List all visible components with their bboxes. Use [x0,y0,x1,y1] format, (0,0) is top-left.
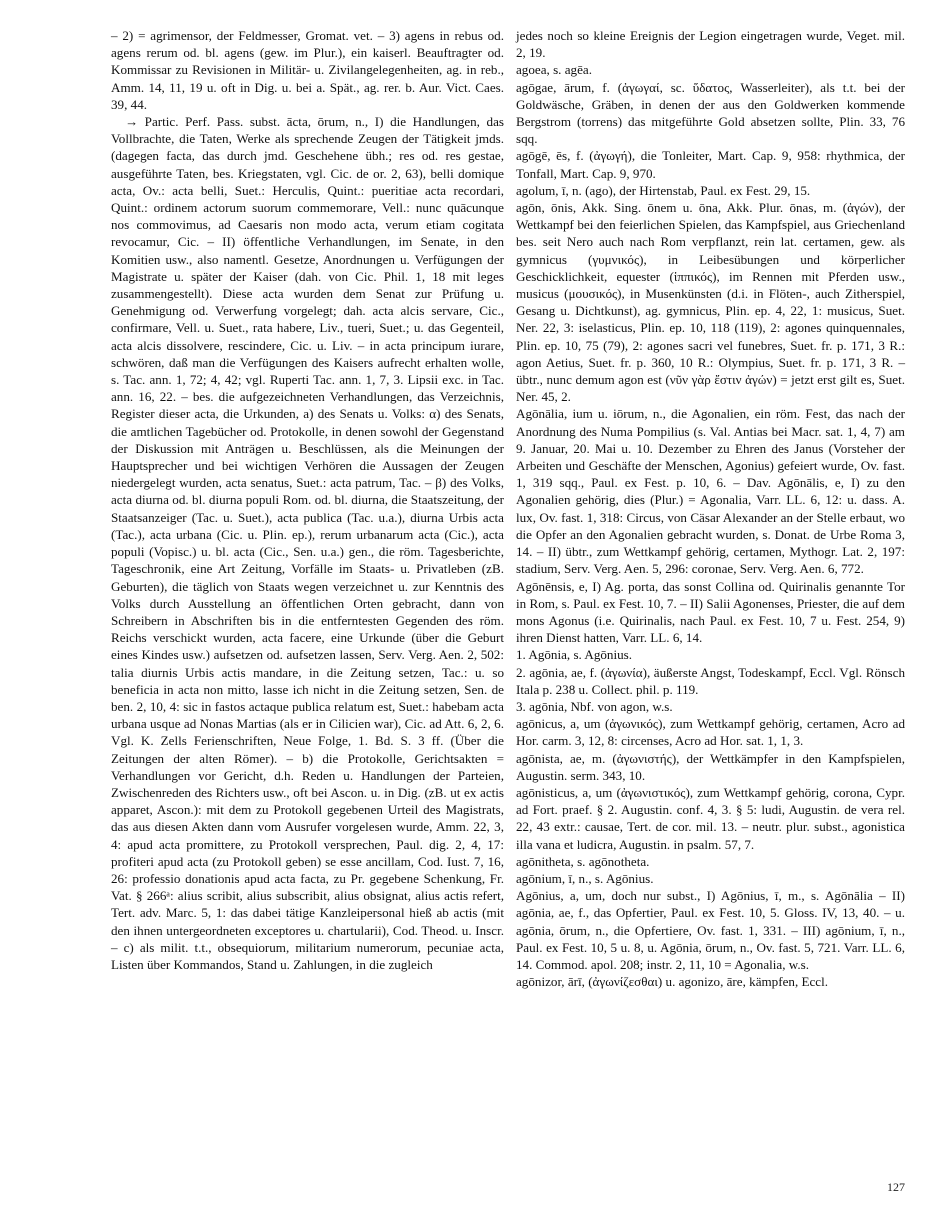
entry-agonius: Agōnius, a, um, doch nur subst., I) Agōnius, ī, m., s. Agōnālia – II) agōnia, ae, f., das Opfertier, Paul. ex Fest. 10, 5. Gloss. IV, 13, 40. – u. agōnia, ōrum, n., die Opfertiere, Ov. fast. 1, 331. – III) agōnium, ī, n., Paul. ex Fest. 10, 5 u. 8, u. Agōnia, ōrum, n., Ov. fast. 5, 721. Varr. LL. 6, 14. Commod. apol. 208; instr. 2, 11, 10 = Agonalia, w.s. [516,888,905,972]
entry-agonia-2: 2. agōnia, ae, f. (ἀγωνία), äußerste Angst, Todeskampf, Eccl. Vgl. Rönsch Itala p. 238 u. Collect. phil. p. 119. [516,664,905,697]
entry-continuation: jedes noch so kleine Ereignis der Legion eingetragen wurde, Veget. mil. 2, 19. [516,28,905,61]
entry-agoea: agoea, s. agēa. [516,62,592,78]
entry-agon: agōn, ōnis, Akk. Sing. ōnem u. ōna, Akk. Plur. ōnas, m. (ἀγών), der Wettkampf bei den feierlichen Spielen, das Kampfspiel, aus Griechenland bes. seit Nero auch nach Rom verpflanzt, rein lat. certamen, gew. als gymnicus (γυμνικός), in Leibesübungen und körperlicher Geschicklichkeit, equester (ἱππικός), im Rennen mit Pferden usw., musicus (μουσικός), in Musenkünsten (d.i. in Flöten-, auch Zitherspiel, Gesang u. Dichtkunst), ag. gymnicus, Plin. ep. 4, 22, 1: musicus, Suet. Ner. 22, 3: iselasticus, Plin. ep. 10, 118 (119), 2: agones quinquennales, Plin. ep. 10, 75 (79), 2: agones sacri vel funebres, Suet. fr. p. 171, 3 R.: agon Aetius, Suet. fr. p. 360, 10 R.: Olympius, Suet. fr. p. 171, 3 R. – übtr., nunc demum agon est (νῦν γὰρ ἔστιν ἀγών) = jetzt erst gilt es, Suet. Ner. 45, 2. [516,200,905,405]
entry-agoge: agōgē, ēs, f. (ἀγωγή), die Tonleiter, Mart. Cap. 9, 958: rhythmica, der Tonfall, Mart. Cap. 9, 970. [516,148,905,181]
left-column [111,27,504,973]
entry-agonitheta: agōnitheta, s. agōnotheta. [516,853,650,869]
entry-agonia-3: 3. agōnia, Nbf. von agon, w.s. [516,698,673,714]
entry-agonista: agōnista, ae, m. (ἀγωνιστής), der Wettkämpfer in den Kampfspielen, Augustin. serm. 343, 10. [516,750,905,783]
right-column [516,27,905,990]
entry-agonisticus: agōnisticus, a, um (ἀγωνιστικός), zum Wettkampf gehörig, corona, Cypr. ad Fort. praef. § 2. Augustin. conf. 4, 3. § 5: ludi, Augustin. de vera rel. 22, 43 extr.: causae, Tert. de cor. mil. 13. – neutr. plur. subst., agonistica illa vana et ludicra, Augustin. in psalm. 57, 7. [516,784,905,852]
entry-agonicus: agōnicus, a, um (ἀγωνικός), zum Wettkampf gehörig, certamen, Acro ad Hor. carm. 3, 12, 8: circenses, Acro ad Hor. sat. 1, 1, 3. [516,716,905,749]
entry-agogae: agōgae, ārum, f. (ἀγωγαί, sc. ὕδατος, Wasserleiter), als t.t. bei der Goldwäsche, Gräben, in denen der aus den Goldwerken kommende Bergstrom (torrens) das mitgeführte Gold absetzen sollte, Plin. 33, 76 sqq. [516,79,905,147]
entry-agonium: agōnium, ī, n., s. Agōnius. [516,870,654,886]
entry-agonensis: Agōnēnsis, e, I) Ag. porta, das sonst Collina od. Quirinalis genannte Tor in Rom, s. Paul. ex Fest. 10, 7. – II) Salii Agonenses, Priester, die auf dem mons Agonus (i.e. Quirinalis, nach Paul. ex Fest. 10, 7 u. Fest. 254, 9) ihren Dienst hatten, Varr. LL. 6, 14. [516,578,905,646]
entry-paragraph: → Partic. Perf. Pass. subst. ācta, ōrum, n., I) die Handlungen, das Vollbrachte, die Taten, Werke als sprechende Zeugen der Tätigkeit jmds. (dagegen facta, das durch jmd. Geschehene übh.; res od. res gestae, ausgeführte Taten, bes. Kriegstaten, vgl. Cic. de or. 2, 63), belli domique acta, Ov.: acta belli, Suet.: Herculis, Quint.: pueritiae acta recordari, Quint.: ordinem actorum suorum commemorare, Vell.: nunc quācunque nos commovimus, ad Caesaris non modo acta, verum etiam cogitata revocamur, Cic. – II) öffentliche Verhandlungen, im Senate, in den Komitien usw., also namentl. Gesetze, Anordnungen u. Verfügungen der Magistrate u. später der Kaiser (dah. von Cic. Phil. 1, 18 mit leges zusammengestellt). Diese acta wurden dem Senat zur Prüfung u. Genehmigung od. Verwerfung vorgelegt; dah. acta alcis servare, Cic., confirmare, Vell. u. Suet., rata habere, Liv., tueri, Suet.; u. das Gegenteil, acta alcis dissolvere, rescindere, Cic. u. Liv. – in acta principum iurare, schwören, daß man die Verfügungen des Kaisers aufrecht erhalten wolle, s. Tac. ann. 1, 72; 4, 42; vgl. Ruperti Tac. ann. 1, 7, 3. Lipsii exc. in Tac. ann. 16, 22. – bes. die aufgezeichneten Verhandlungen, das Verzeichnis, Register dieser acta, die Urkunden, a) des Senats u. Volks: α) des Senats, die amtlichen Tagebücher od. Protokolle, in denen sowohl der Gegenstand der Diskussion mit Anträgen u. Beschlüssen, als die Meinungen der Hauptsprecher und bei wichtigen Verhören die Aussagen der Zeugen niedergelegt wurden, acta senatus, Suet.: acta patrum, Tac. – β) des Volks, acta diurna od. bl. diurna populi Rom. od. bl. diurna, die Staatszeitung, der Staatsanzeiger (Tac. u. Suet.), acta publica (Tac. u.a.), diurna Urbis acta (Tac.), acta urbana (Cic. u. Plin. ep.), rerum urbanarum acta (Cic.), acta populi (Vopisc.) u. bl. acta (Cic., Sen. u.a.) gen., die röm. Tagesberichte, Tageschronik, eine Art Zeitung, Vorfälle im Staats- u. Privatleben (zB. Geburten), die täglich von Staats wegen verzeichnet u. zur Kenntnis des Volks durch Ausstellung an öffentlichen Orten gebracht, dann von Schreibern in Abschriften bis in die entferntesten Gegenden des röm. Reichs verschickt wurden, acta facere, eine Urkunde (über die Geburt eines Kindes usw.) aufsetzen od. aufsetzen lassen, Serv. Verg. Aen. 2, 502: talia diurnis Urbis actis mandare, in die Zeitung setzen, Tac.: u. so beneficia in acta non mitto, lasse ich nicht in die Zeitung setzen, Sen. de ben. 2, 10, 4: sic in fastos actaque publica relatum est, Suet.: habebam acta urbana usque ad Nonas Martias (als er in Cilicien war), Cic. ad Att. 6, 2, 6. Vgl. K. Zells Ferienschriften, Neue Folge, 1. Bd. S. 3 ff. (Über die Zeitungen der alten Römer). – b) die Protokolle, Gerichtsakten = Verhandlungen vor Gericht, d.h. Reden u. Handlungen der Parteien, Zwischenreden des Richters usw., oft bei Ascon. u. in Dig. (zB. ut ex actis apparet, Ascon.): mit dem zu Protokoll gegebenen Urteil des Magistrats, das aus diesen Akten dann vom Ausrufer vorgelesen wurde, Amm. 22, 3, 4: apud acta promittere, zu Protokoll versprechen, Paul. dig. 2, 4, 17: profiteri apud acta (zu Protokoll geben) se esse ancillam, Cod. Iust. 7, 16, 26: professio donationis apud acta facta, zu Pr. gegebene Schenkung, Fr. Vat. § 266ᵃ: alius scribit, alius subscribit, alius obsignat, alius actis refert, Tert. adv. Marc. 5, 1: das dabei tätige Kanzleipersonal hieß ab actis (mit den ihnen untergeordneten exceptores u. chartularii), Cod. Theod. u. Inscr. – c) als milit. t.t., obsequiorum, militarium numerorum, pecuniae acta, Listen über Kommandos, Stand u. Zahlungen, in die zugleich [111,114,504,972]
entry-agonia-1: 1. Agōnia, s. Agōnius. [516,647,633,663]
entry-agolum: agolum, ī, n. (ago), der Hirtenstab, Paul. ex Fest. 29, 15. [516,182,811,198]
entry-paragraph: – 2) = agrimensor, der Feldmesser, Gromat. vet. – 3) agens in rebus od. agens rerum od. bl. agens (gew. im Plur.), ein kaiserl. Beauftragter od. Kommissar zu Revisionen in Militär- u. Zivilangelegenheiten, ag. in reb., Amm. 14, 11, 19 u. oft in Dig. u. bei a. Spät., ag. rer. b. Aur. Vict. Caes. 39, 44. [111,28,504,112]
entry-agonalia: Agōnālia, ium u. iōrum, n., die Agonalien, ein röm. Fest, das nach der Anordnung des Numa Pompilius (s. Val. Antias bei Macr. sat. 1, 4, 7) am 9. Januar, 20. Mai u. 10. Dezember zu Ehren des Janus (Vorsteher der Arbeiten und Geschäfte der Menschen, Agonius) gefeiert wurde, Ov. fast. 1, 319 sqq., Paul. ex Fest. p. 10, 6. – Dav. Agōnālis, e, I) zu den Agonalien gehörig, dies (Plur.) = Agonalia, Varr. LL. 6, 12: u. dass. A. lux, Ov. fast. 1, 318: Circus, von Cäsar Alexander an der Stelle erbaut, wo die Opfer an den Agonalien gebracht wurden, s. Donat. de Urbe Roma 3, 14. – II) übtr., zum Wettkampf gehörig, certamen, Mythogr. Lat. 2, 197: stadium, Serv. Verg. Aen. 5, 296: coronae, Serv. Verg. Aen. 6, 772. [516,406,905,577]
page-number: 127 [887,1180,905,1194]
entry-agonizor: agōnizor, ārī, (ἀγωνίζεσθαι) u. agonizo, āre, kämpfen, Eccl. [516,974,829,990]
